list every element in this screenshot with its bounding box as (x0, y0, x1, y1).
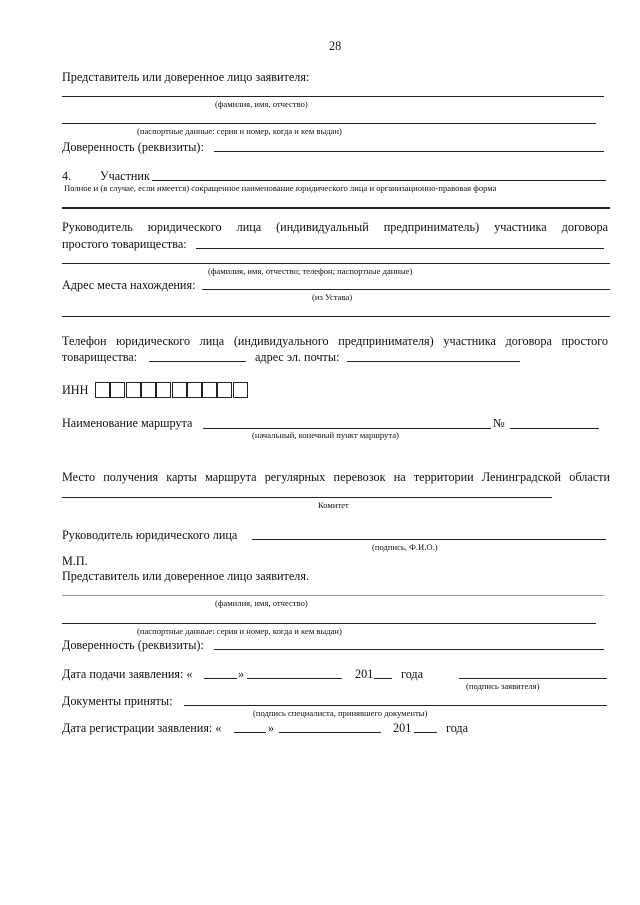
registration-month-line[interactable] (279, 732, 381, 733)
representative-fio-line-2[interactable] (62, 595, 604, 596)
applicant-signature-line[interactable] (459, 678, 607, 679)
representative-label: Представитель или доверенное лицо заявителя: (62, 70, 310, 84)
inn-digit-cell[interactable] (141, 382, 156, 398)
section-divider (62, 207, 610, 209)
participant-label: Участник (100, 169, 150, 183)
docs-accepted-label: Документы приняты: (62, 694, 173, 708)
email-label: адрес эл. почты: (255, 350, 340, 364)
submit-quote-close: » (238, 667, 245, 681)
inn-label: ИНН (62, 383, 89, 397)
participant-name-line[interactable] (152, 180, 606, 181)
registration-quote-close: » (268, 721, 275, 735)
phone-line[interactable] (149, 361, 246, 362)
route-caption: (начальный, конечный пункт маршрута) (252, 430, 399, 440)
submit-year-suffix: года (401, 667, 424, 681)
inn-digit-cell[interactable] (126, 382, 141, 398)
registration-day-line[interactable] (234, 732, 266, 733)
inn-digit-cell[interactable] (172, 382, 187, 398)
participant-name-caption: Полное и (в случае, если имеется) сокращенное наименование юридического лица и организационно-правовая форма (64, 183, 497, 193)
head-label-line2: простого товарищества: (62, 237, 187, 251)
participant-number: 4. (62, 169, 72, 183)
inn-digit-cell[interactable] (233, 382, 248, 398)
applicant-signature-caption: (подпись заявителя) (466, 681, 540, 691)
registration-date-label: Дата регистрации заявления: « (62, 721, 222, 735)
inn-digit-cell[interactable] (95, 382, 110, 398)
submit-month-line[interactable] (247, 678, 342, 679)
map-place-label: Место получения карты маршрута регулярных перевозок на территории Ленинградской области (62, 470, 610, 484)
head-label-line1: Руководитель юридического лица (индивидуальный предприниматель) участника договора (62, 220, 608, 234)
specialist-caption: (подпись специалиста, принявшего документы) (253, 708, 428, 718)
map-place-line[interactable] (62, 497, 552, 498)
head-info-line-a[interactable] (196, 248, 604, 249)
inn-digit-cell[interactable] (217, 382, 232, 398)
power-of-attorney-label-2: Доверенность (реквизиты): (62, 638, 204, 652)
passport-caption-2: (паспортные данные: серия и номер, когда и кем выдан) (137, 626, 342, 636)
route-number-sign: № (493, 416, 505, 430)
passport-caption: (паспортные данные: серия и номер, когда и кем выдан) (137, 126, 342, 136)
address-line[interactable] (202, 289, 610, 290)
head-caption: (фамилия, имя, отчество; телефон; паспортные данные) (208, 266, 413, 276)
representative-label-2: Представитель или доверенное лицо заявителя. (62, 569, 309, 583)
registration-year-line[interactable] (414, 732, 437, 733)
fio-caption: (фамилия, имя, отчество) (215, 99, 308, 109)
route-label: Наименование маршрута (62, 416, 193, 430)
head-signature-line[interactable] (252, 539, 606, 540)
submit-day-line[interactable] (204, 678, 237, 679)
stamp-label: М.П. (62, 554, 88, 568)
email-line[interactable] (347, 361, 520, 362)
power-of-attorney-line[interactable] (214, 151, 604, 152)
registration-year-suffix: года (446, 721, 469, 735)
address-caption: (из Устава) (312, 292, 353, 302)
power-of-attorney-line-2[interactable] (214, 649, 604, 650)
head-info-line-b[interactable] (62, 263, 610, 264)
passport-line-2[interactable] (62, 623, 596, 624)
inn-digit-cell[interactable] (110, 382, 125, 398)
head-signature-label: Руководитель юридического лица (62, 528, 238, 542)
inn-digit-cell[interactable] (187, 382, 202, 398)
submit-year-prefix: 201 (355, 667, 374, 681)
route-line[interactable] (203, 428, 491, 429)
passport-line[interactable] (62, 123, 596, 124)
registration-year-prefix: 201 (393, 721, 412, 735)
inn-digit-cell[interactable] (156, 382, 171, 398)
page-number: 28 (329, 39, 342, 53)
submit-year-line[interactable] (374, 678, 392, 679)
address-line-2[interactable] (62, 316, 610, 317)
address-label: Адрес места нахождения: (62, 278, 196, 292)
signature-caption: (подпись, Ф.И.О.) (372, 542, 438, 552)
inn-digit-cell[interactable] (202, 382, 217, 398)
phone-label-line1: Телефон юридического лица (индивидуального предпринимателя) участника договора простого (62, 334, 608, 348)
submit-date-label: Дата подачи заявления: « (62, 667, 193, 681)
route-number-line[interactable] (510, 428, 599, 429)
representative-fio-line[interactable] (62, 96, 604, 97)
map-place-caption: Комитет (318, 500, 349, 510)
power-of-attorney-label: Доверенность (реквизиты): (62, 140, 204, 154)
phone-label-line2: товарищества: (62, 350, 138, 364)
docs-accepted-line[interactable] (184, 705, 607, 706)
fio-caption-2: (фамилия, имя, отчество) (215, 598, 308, 608)
